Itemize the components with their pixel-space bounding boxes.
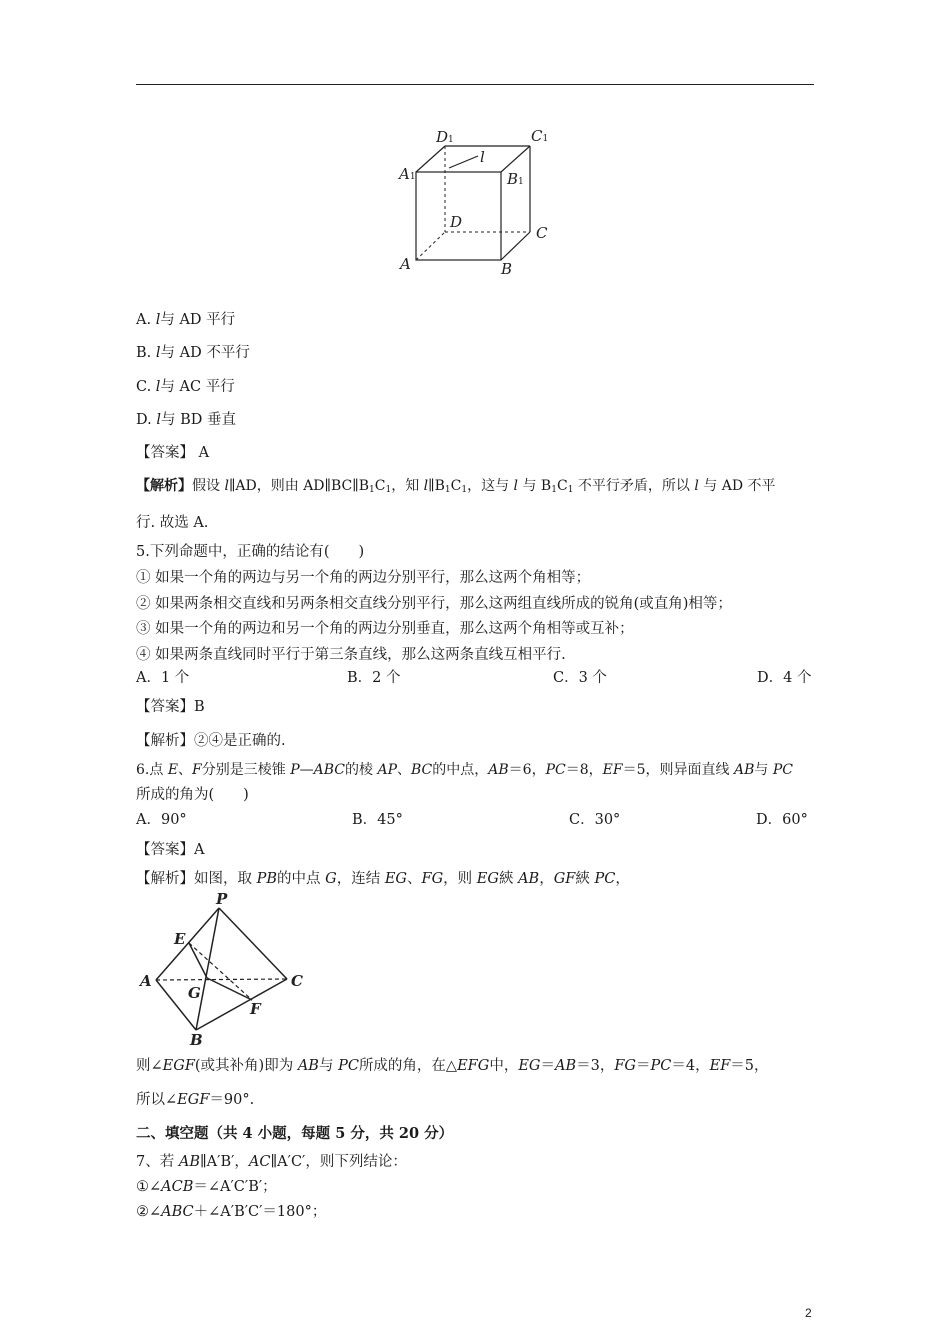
q4-option-d: D. l与 BD 垂直 [136, 412, 236, 428]
hidden-edge-AC [156, 979, 287, 980]
q6-conclusion-1: 则∠EGF(或其补角)即为 AB与 PC所成的角，在△EFG中，EG＝AB＝3，FG＝PC＝4，EF＝5， [136, 1058, 769, 1074]
q4-analysis-cont: 行. 故选 A. [136, 515, 209, 531]
page-number: 2 [805, 1306, 812, 1320]
q6-answer: 【答案】A [136, 842, 205, 858]
q5-analysis: 【解析】②④是正确的. [136, 733, 286, 749]
q4-option-c: C. l与 AC 平行 [136, 379, 235, 395]
q5-statement-3: ③ 如果一个角的两边和另一个角的两边分别垂直，那么这两个角相等或互补； [136, 621, 634, 637]
q6-option-a: A．90° [136, 812, 187, 828]
q7-stem: 7、若 AB∥A′B′，AC∥A′C′，则下列结论： [136, 1154, 407, 1170]
label-F: F [250, 1000, 261, 1018]
q5-option-a: A．1 个 [136, 670, 190, 686]
q5-option-d: D．4 个 [757, 670, 812, 686]
q7-conclusion-2: ②∠ABC＋∠A′B′C′＝180°； [136, 1204, 327, 1220]
label-A1: A1 [399, 165, 416, 183]
q5-answer: 【答案】B [136, 699, 205, 715]
segment-GF [207, 978, 252, 1000]
segment-EG [189, 943, 207, 978]
edge-PC [219, 908, 287, 979]
q5-option-b: B．2 个 [347, 670, 401, 686]
q6-stem-line2: 所成的角为( ) [136, 787, 249, 803]
q6-analysis: 【解析】如图，取 PB的中点 G，连结 EG、FG，则 EG綊 AB，GF綊 PC， [136, 871, 630, 887]
q6-stem-line1: 6.点 E、F分别是三棱锥 P—ABC的棱 AP、BC的中点，AB＝6，PC＝8，EF＝5，则异面直线 AB与 PC [136, 762, 793, 778]
q5-statement-1: ① 如果一个角的两边与另一个角的两边分别平行，那么这两个角相等； [136, 570, 591, 586]
label-E: E [174, 930, 186, 948]
q6-option-b: B．45° [352, 812, 403, 828]
cube-edge [501, 146, 530, 172]
cube-edge [501, 232, 530, 260]
edge-PB [196, 908, 219, 1030]
q5-option-c: C．3 个 [553, 670, 607, 686]
pyramid-figure [134, 890, 314, 1050]
q6-option-d: D．60° [756, 812, 808, 828]
label-C: C [291, 972, 303, 990]
label-C: C [536, 224, 548, 242]
q5-stem: 5.下列命题中，正确的结论有( ) [136, 544, 365, 560]
label-B: B [190, 1031, 203, 1049]
q5-statement-2: ② 如果两条相交直线和另两条相交直线分别平行，那么这两组直线所成的锐角(或直角)相等； [136, 596, 732, 612]
section-2-heading: 二、填空题（共 4 小题，每题 5 分，共 20 分） [136, 1125, 454, 1142]
label-A: A [400, 255, 411, 273]
label-l: l [480, 148, 485, 166]
label-D: D [450, 213, 463, 231]
q4-answer: 【答案】 A [136, 445, 210, 461]
label-G: G [188, 984, 201, 1002]
q5-statement-4: ④ 如果两条直线同时平行于第三条直线，那么这两条直线互相平行. [136, 647, 566, 663]
label-A: A [140, 972, 152, 990]
header-rule [136, 84, 814, 85]
edge-BC [196, 979, 287, 1030]
q6-option-c: C．30° [569, 812, 621, 828]
cube-edge [416, 146, 445, 172]
edge-PA [156, 908, 219, 980]
q4-option-a: A. l与 AD 平行 [136, 312, 236, 328]
label-P: P [216, 890, 228, 908]
label-B: B [501, 260, 513, 278]
label-B1: B1 [507, 170, 524, 188]
cube-figure [390, 120, 560, 280]
cube-hidden-edge [416, 232, 445, 260]
label-C1: C1 [531, 127, 549, 145]
q4-option-b: B. l与 AD 不平行 [136, 345, 250, 361]
label-D1: D1 [436, 128, 454, 146]
q7-conclusion-1: ①∠ACB＝∠A′C′B′； [136, 1179, 277, 1195]
q6-conclusion-2: 所以∠EGF＝90°. [136, 1092, 255, 1108]
q4-analysis: 【解析】假设 l∥AD，则由 $AD\parallel BC\parallel B_1C_1$，知 $l\parallel B_1C_1$，这与 l 与 $B_1C_1$ 不平行矛盾，所以 l 与 AD 不平 [136, 478, 776, 495]
line-l [449, 156, 478, 168]
